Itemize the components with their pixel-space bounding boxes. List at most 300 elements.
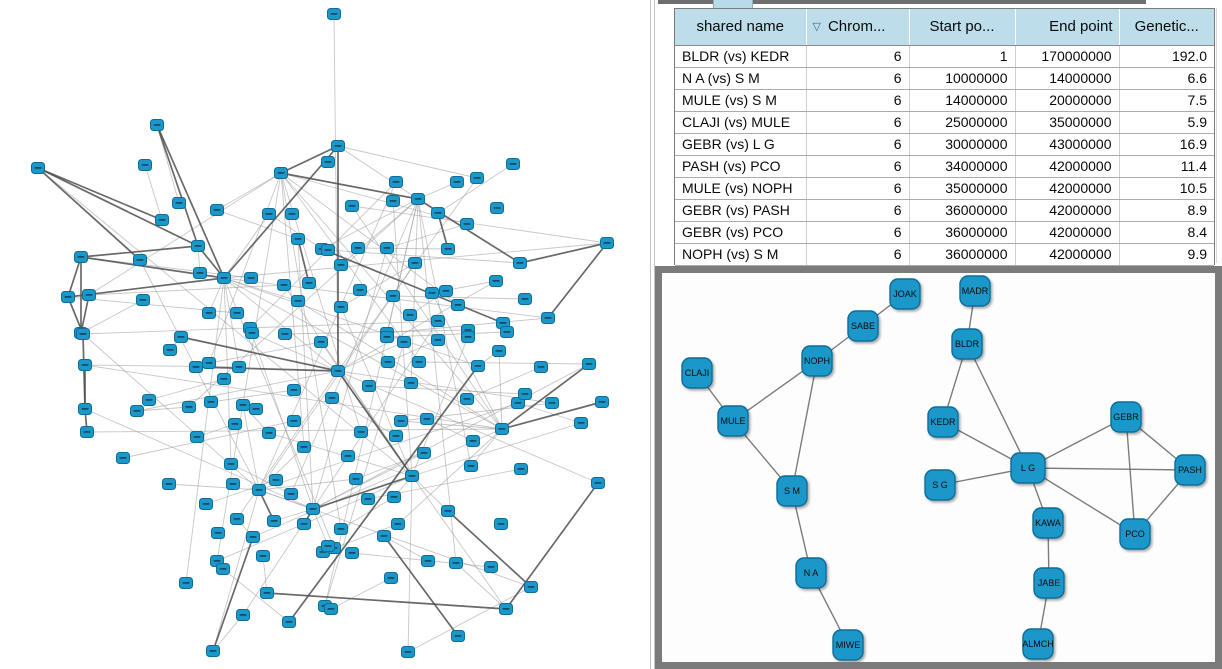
node-label-smudge <box>357 289 364 291</box>
table-row[interactable] <box>675 221 1214 243</box>
cell-value[interactable]: 43000000 <box>1015 133 1119 155</box>
table-row[interactable] <box>675 45 1214 67</box>
column-header-chrom[interactable] <box>806 9 909 45</box>
network-node[interactable] <box>298 519 311 530</box>
network-node[interactable] <box>218 273 231 284</box>
network-node[interactable] <box>542 313 555 324</box>
network-node[interactable] <box>32 163 45 174</box>
network-node-almch[interactable] <box>1022 629 1054 659</box>
network-node[interactable] <box>404 310 417 321</box>
cell-value[interactable]: 6 <box>806 89 909 111</box>
network-node[interactable] <box>79 360 92 371</box>
network-node[interactable] <box>325 604 338 615</box>
node-label-smudge <box>470 440 477 442</box>
node-label-smudge <box>325 545 332 547</box>
node-label-smudge <box>435 339 442 341</box>
network-node[interactable] <box>332 141 345 152</box>
cell-value[interactable]: 6 <box>806 177 909 199</box>
column-header-label: Chrom... <box>827 18 886 36</box>
cell-shared-name[interactable]: GEBR (vs) L G <box>675 133 806 155</box>
network-node[interactable] <box>231 308 244 319</box>
node-label: SABE <box>850 321 876 331</box>
table-row[interactable] <box>675 111 1214 133</box>
network-node[interactable] <box>442 506 455 517</box>
network-node[interactable] <box>440 286 453 297</box>
node-label-smudge <box>134 410 141 412</box>
network-node[interactable] <box>387 291 400 302</box>
network-node[interactable] <box>352 243 365 254</box>
cell-value[interactable]: 42000000 <box>1015 177 1119 199</box>
network-node[interactable] <box>190 362 203 373</box>
network-node[interactable] <box>467 436 480 447</box>
network-node[interactable] <box>205 397 218 408</box>
column-header-endpoint[interactable] <box>1015 9 1119 45</box>
network-node[interactable] <box>292 296 305 307</box>
network-node[interactable] <box>134 255 147 266</box>
network-node[interactable] <box>451 177 464 188</box>
network-node[interactable] <box>390 431 403 442</box>
network-node[interactable] <box>81 427 94 438</box>
network-node[interactable] <box>211 205 224 216</box>
network-node[interactable] <box>253 485 266 496</box>
network-node[interactable] <box>418 448 431 459</box>
node-label-smudge <box>146 399 153 401</box>
cell-shared-name[interactable]: MULE (vs) S M <box>675 89 806 111</box>
cell-shared-name[interactable]: BLDR (vs) KEDR <box>675 45 806 67</box>
cell-value[interactable]: 6 <box>806 133 909 155</box>
network-node-kawa[interactable] <box>1033 508 1063 538</box>
network-node[interactable] <box>163 479 176 490</box>
cell-value[interactable]: 42000000 <box>1015 221 1119 243</box>
network-node-bldr[interactable] <box>952 329 982 359</box>
network-node[interactable] <box>432 316 445 327</box>
column-header-genetic[interactable] <box>1119 9 1214 45</box>
node-label-smudge <box>176 202 183 204</box>
column-header-label: Start po... <box>929 18 995 36</box>
cell-value[interactable]: 35000000 <box>1015 111 1119 133</box>
network-node[interactable] <box>583 359 596 370</box>
cell-shared-name[interactable]: MULE (vs) NOPH <box>675 177 806 199</box>
network-node[interactable] <box>328 9 341 20</box>
network-node[interactable] <box>192 241 205 252</box>
network-node-mule[interactable] <box>718 406 748 436</box>
cell-value[interactable]: 10000000 <box>909 67 1015 89</box>
graph-edge <box>408 587 531 652</box>
graph-edge-highlight <box>38 168 140 260</box>
cell-value[interactable]: 9.9 <box>1119 243 1214 265</box>
network-node-jabe[interactable] <box>1034 568 1064 598</box>
network-node[interactable] <box>237 610 250 621</box>
network-node[interactable] <box>335 260 348 271</box>
network-node[interactable] <box>117 453 130 464</box>
network-node-pash[interactable] <box>1175 455 1205 485</box>
graph-edge <box>145 165 162 220</box>
network-node[interactable] <box>231 514 244 525</box>
node-label-smudge <box>407 314 414 316</box>
node-label: BLDR <box>954 339 980 349</box>
network-node[interactable] <box>279 329 292 340</box>
node-label-smudge <box>318 341 325 343</box>
network-node[interactable] <box>485 562 498 573</box>
network-node[interactable] <box>501 327 514 338</box>
cell-value[interactable]: 6 <box>806 155 909 177</box>
network-node[interactable] <box>83 290 96 301</box>
node-label-smudge <box>140 299 147 301</box>
graph-edge-highlight <box>448 511 531 587</box>
node-label-smudge <box>500 322 507 324</box>
network-node[interactable] <box>263 209 276 220</box>
network-node[interactable] <box>263 428 276 439</box>
network-node[interactable] <box>156 215 169 226</box>
network-node[interactable] <box>261 588 274 599</box>
cell-value[interactable]: 20000000 <box>1015 89 1119 111</box>
network-node[interactable] <box>525 582 538 593</box>
network-node[interactable] <box>278 280 291 291</box>
network-node-pco[interactable] <box>1120 519 1150 549</box>
cell-value[interactable]: 6 <box>806 67 909 89</box>
network-node[interactable] <box>342 451 355 462</box>
cell-shared-name[interactable]: PASH (vs) PCO <box>675 155 806 177</box>
cell-value[interactable]: 36000000 <box>909 221 1015 243</box>
cell-value[interactable]: 14000000 <box>1015 67 1119 89</box>
network-node-kedr[interactable] <box>928 407 958 437</box>
node-label-smudge <box>504 331 511 333</box>
network-node[interactable] <box>406 471 419 482</box>
network-node[interactable] <box>283 617 296 628</box>
cell-value[interactable]: 7.5 <box>1119 89 1214 111</box>
network-node[interactable] <box>335 524 348 535</box>
network-node[interactable] <box>245 273 258 284</box>
network-node[interactable] <box>395 416 408 427</box>
node-label-smudge <box>253 408 260 410</box>
network-node[interactable] <box>382 357 395 368</box>
network-node[interactable] <box>381 332 394 343</box>
network-node[interactable] <box>350 474 363 485</box>
filter-icon[interactable]: ▽ <box>812 21 821 34</box>
node-label-smudge <box>206 362 213 364</box>
network-node[interactable] <box>137 295 150 306</box>
node-label-smudge <box>282 333 289 335</box>
network-node[interactable] <box>409 258 422 269</box>
cell-value[interactable]: 192.0 <box>1119 45 1214 67</box>
network-node[interactable] <box>292 234 305 245</box>
network-node[interactable] <box>507 159 520 170</box>
cell-shared-name[interactable]: CLAJI (vs) MULE <box>675 111 806 133</box>
graph-edge <box>81 300 143 333</box>
network-node[interactable] <box>378 531 391 542</box>
network-node[interactable] <box>432 335 445 346</box>
node-label-smudge <box>604 242 611 244</box>
network-node[interactable] <box>285 489 298 500</box>
cell-value[interactable]: 11.4 <box>1119 155 1214 177</box>
network-node-sabe[interactable] <box>848 311 878 341</box>
network-node[interactable] <box>413 357 426 368</box>
network-node[interactable] <box>270 475 283 486</box>
network-node[interactable] <box>322 541 335 552</box>
node-label-smudge <box>385 361 392 363</box>
node-label-smudge <box>416 361 423 363</box>
network-node[interactable] <box>346 548 359 559</box>
network-node[interactable] <box>275 168 288 179</box>
network-node[interactable] <box>183 402 196 413</box>
network-node[interactable] <box>175 332 188 343</box>
network-node[interactable] <box>402 647 415 658</box>
cell-value[interactable]: 6 <box>806 221 909 243</box>
node-label-smudge <box>496 350 503 352</box>
network-node[interactable] <box>388 492 401 503</box>
graph-edge <box>313 364 589 509</box>
network-node-miwe[interactable] <box>833 630 863 660</box>
network-node[interactable] <box>79 404 92 415</box>
network-node[interactable] <box>191 432 204 443</box>
cell-shared-name[interactable]: N A (vs) S M <box>675 67 806 89</box>
cell-value[interactable]: 6 <box>806 199 909 221</box>
network-node[interactable] <box>496 424 509 435</box>
cell-value[interactable]: 25000000 <box>909 111 1015 133</box>
node-label-smudge <box>186 406 193 408</box>
network-node[interactable] <box>575 418 588 429</box>
network-node[interactable] <box>546 398 559 409</box>
network-node-madr[interactable] <box>960 276 990 306</box>
network-node[interactable] <box>452 631 465 642</box>
cell-value[interactable]: 36000000 <box>909 243 1015 265</box>
node-label-smudge <box>415 198 422 200</box>
cell-value[interactable]: 14000000 <box>909 89 1015 111</box>
network-node[interactable] <box>535 362 548 373</box>
network-node[interactable] <box>412 194 425 205</box>
network-node[interactable] <box>227 479 240 490</box>
network-node-gebr[interactable] <box>1111 402 1141 432</box>
node-label-smudge <box>266 213 273 215</box>
network-node-claji[interactable] <box>682 358 712 388</box>
network-node[interactable] <box>390 177 403 188</box>
network-node[interactable] <box>207 646 220 657</box>
network-node[interactable] <box>307 504 320 515</box>
network-node[interactable] <box>217 564 230 575</box>
network-node[interactable] <box>225 459 238 470</box>
network-node[interactable] <box>514 258 527 269</box>
node-label: S G <box>932 480 948 490</box>
network-node[interactable] <box>326 393 339 404</box>
cell-value[interactable]: 8.4 <box>1119 221 1214 243</box>
node-label-smudge <box>120 457 127 459</box>
network-node[interactable] <box>450 558 463 569</box>
cell-value[interactable]: 6 <box>806 243 909 265</box>
node-label-smudge <box>335 145 342 147</box>
network-node[interactable] <box>592 478 605 489</box>
node-label-smudge <box>281 284 288 286</box>
network-node[interactable] <box>173 198 186 209</box>
cell-value[interactable]: 1 <box>909 45 1015 67</box>
network-node[interactable] <box>596 397 609 408</box>
node-label: MULE <box>720 416 746 426</box>
network-node[interactable] <box>303 278 316 289</box>
cell-value[interactable]: 8.9 <box>1119 199 1214 221</box>
network-node[interactable] <box>233 362 246 373</box>
graph-edge <box>313 248 387 509</box>
network-node[interactable] <box>392 519 405 530</box>
network-node[interactable] <box>387 196 400 207</box>
network-node[interactable] <box>461 219 474 230</box>
node-label-smudge <box>384 336 391 338</box>
node-label-smudge <box>538 366 545 368</box>
cell-value[interactable]: 6.6 <box>1119 67 1214 89</box>
network-node[interactable] <box>471 173 484 184</box>
cell-value[interactable]: 42000000 <box>1015 243 1119 265</box>
network-node-joak[interactable] <box>890 279 920 309</box>
network-node-l-g[interactable] <box>1011 453 1045 483</box>
network-node[interactable] <box>194 268 207 279</box>
network-node[interactable] <box>332 366 345 377</box>
network-node[interactable] <box>229 419 242 430</box>
network-node[interactable] <box>203 358 216 369</box>
column-header-sharedname[interactable] <box>675 9 806 45</box>
node-label-smudge <box>193 366 200 368</box>
table-row[interactable] <box>675 199 1214 221</box>
graph-edge <box>89 285 284 295</box>
node-label-smudge <box>159 219 166 221</box>
network-node[interactable] <box>322 157 335 168</box>
network-node[interactable] <box>422 556 435 567</box>
graph-edge <box>456 563 506 609</box>
network-node[interactable] <box>77 329 90 340</box>
network-node[interactable] <box>288 416 301 427</box>
network-node[interactable] <box>421 414 434 425</box>
network-node[interactable] <box>462 332 475 343</box>
table-row[interactable] <box>675 89 1214 111</box>
cell-shared-name[interactable]: NOPH (vs) S M <box>675 243 806 265</box>
cell-shared-name[interactable]: GEBR (vs) PCO <box>675 221 806 243</box>
network-node-noph[interactable] <box>802 346 832 376</box>
network-node-n-a[interactable] <box>796 558 826 588</box>
table-row[interactable] <box>675 243 1214 265</box>
network-node[interactable] <box>452 300 465 311</box>
network-node[interactable] <box>203 308 216 319</box>
cell-value[interactable]: 5.9 <box>1119 111 1214 133</box>
node-label-smudge <box>260 555 267 557</box>
network-node[interactable] <box>491 203 504 214</box>
network-node[interactable] <box>164 345 177 356</box>
cell-value[interactable]: 42000000 <box>1015 155 1119 177</box>
network-node[interactable] <box>288 385 301 396</box>
node-label-smudge <box>256 489 263 491</box>
network-node[interactable] <box>519 389 532 400</box>
network-node[interactable] <box>354 285 367 296</box>
cell-value[interactable]: 6 <box>806 111 909 133</box>
network-node[interactable] <box>315 337 328 348</box>
node-label-smudge <box>401 341 408 343</box>
network-node[interactable] <box>381 243 394 254</box>
network-node[interactable] <box>432 208 445 219</box>
network-node-s-g[interactable] <box>925 470 955 500</box>
network-node[interactable] <box>426 288 439 299</box>
network-node[interactable] <box>62 292 75 303</box>
cell-value[interactable]: 16.9 <box>1119 133 1214 155</box>
network-node[interactable] <box>212 528 225 539</box>
table-row[interactable] <box>675 133 1214 155</box>
network-node[interactable] <box>322 245 335 256</box>
node-label-smudge <box>599 401 606 403</box>
network-node-s-m[interactable] <box>777 476 807 506</box>
network-node[interactable] <box>139 160 152 171</box>
cell-value[interactable]: 170000000 <box>1015 45 1119 67</box>
network-node[interactable] <box>495 519 508 530</box>
network-node[interactable] <box>465 461 478 472</box>
network-node[interactable] <box>601 238 614 249</box>
network-node[interactable] <box>180 578 193 589</box>
network-node[interactable] <box>442 244 455 255</box>
table-row[interactable] <box>675 67 1214 89</box>
network-node[interactable] <box>346 201 359 212</box>
network-node[interactable] <box>250 404 263 415</box>
network-node[interactable] <box>218 374 231 385</box>
cell-value[interactable]: 30000000 <box>909 133 1015 155</box>
network-node[interactable] <box>237 400 250 411</box>
network-node[interactable] <box>335 302 348 313</box>
network-node[interactable] <box>398 337 411 348</box>
network-node[interactable] <box>355 427 368 438</box>
network-node[interactable] <box>143 395 156 406</box>
network-node[interactable] <box>500 604 513 615</box>
column-header-label: shared name <box>696 18 785 36</box>
cell-value[interactable]: 6 <box>806 45 909 67</box>
cell-value[interactable]: 34000000 <box>909 155 1015 177</box>
network-node[interactable] <box>490 276 503 287</box>
network-node[interactable] <box>131 406 144 417</box>
node-label-smudge <box>464 223 471 225</box>
table-row[interactable] <box>675 155 1214 177</box>
network-node[interactable] <box>493 346 506 357</box>
network-node[interactable] <box>268 516 281 527</box>
edge-attribute-table <box>675 9 1214 266</box>
cell-value[interactable]: 10.5 <box>1119 177 1214 199</box>
network-node[interactable] <box>515 464 528 475</box>
node-label-smudge <box>142 164 149 166</box>
network-node[interactable] <box>247 532 260 543</box>
subnetwork-canvas[interactable] <box>662 273 1215 662</box>
cell-value[interactable]: 36000000 <box>909 199 1015 221</box>
network-node[interactable] <box>363 381 376 392</box>
network-node[interactable] <box>362 494 375 505</box>
node-label-smudge <box>412 262 419 264</box>
network-node[interactable] <box>461 394 474 405</box>
cell-value[interactable]: 42000000 <box>1015 199 1119 221</box>
node-label-smudge <box>80 333 87 335</box>
node-label: PCO <box>1125 529 1145 539</box>
table-row[interactable] <box>675 177 1214 199</box>
network-node[interactable] <box>286 209 299 220</box>
network-node[interactable] <box>298 442 311 453</box>
network-node[interactable] <box>519 294 532 305</box>
network-node[interactable] <box>75 252 88 263</box>
node-label-smudge <box>328 608 335 610</box>
node-label-smudge <box>391 496 398 498</box>
node-label-smudge <box>249 332 256 334</box>
network-node[interactable] <box>257 551 270 562</box>
node-label-smudge <box>236 366 243 368</box>
network-node[interactable] <box>200 499 213 510</box>
column-header-startpo[interactable] <box>909 9 1015 45</box>
network-node[interactable] <box>472 361 485 372</box>
graph-edge-highlight <box>384 536 458 636</box>
node-label-smudge <box>178 336 185 338</box>
network-node[interactable] <box>405 378 418 389</box>
network-node[interactable] <box>151 120 164 131</box>
cell-value[interactable]: 35000000 <box>909 177 1015 199</box>
network-node[interactable] <box>385 573 398 584</box>
cell-shared-name[interactable]: GEBR (vs) PASH <box>675 199 806 221</box>
network-node[interactable] <box>246 328 259 339</box>
